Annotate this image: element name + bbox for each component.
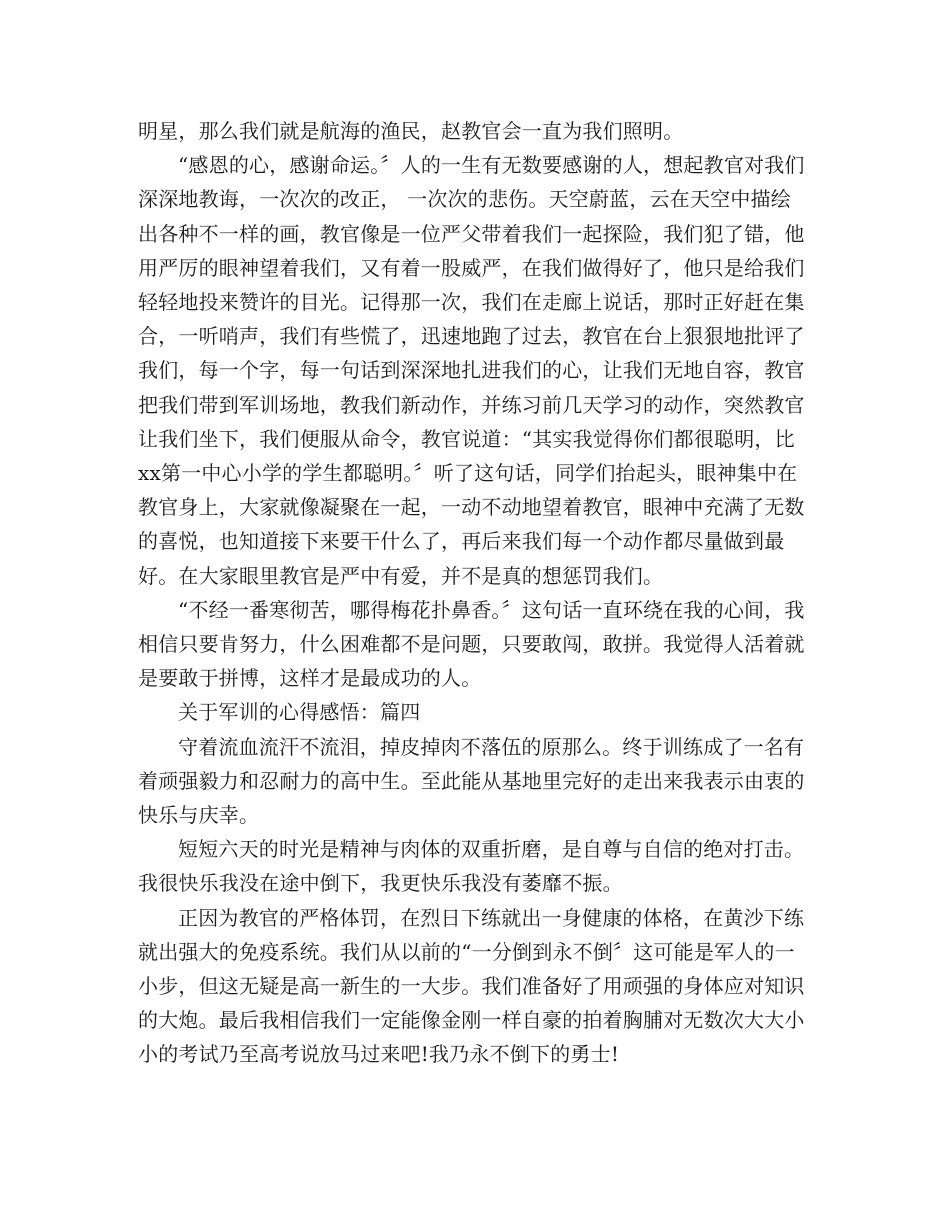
paragraph-plum-blossom: “不经一番寒彻苦，哪得梅花扑鼻香。〞这句话一直环绕在我的心间，我相信只要肯努力，什么困难都不是问题，只要敢闯，敢拼。我觉得人活着就是要敢于拼博，这样才是最成功的人。 [138, 597, 805, 691]
paragraph-continuation: 明星，那么我们就是航海的渔民，赵教官会一直为我们照明。 [138, 119, 684, 143]
section-heading-part-four: 关于军训的心得感悟：篇四 [178, 700, 421, 725]
paragraph-perseverance: 守着流血流汗不流泪，掉皮掉肉不落伍的原那么。终于训练成了一名有着顽强毅力和忍耐力的高中生。至此能从基地里完好的走出来我表示由衷的快乐与庆幸。 [138, 734, 805, 828]
document-body [138, 114, 810, 1072]
paragraph-six-days: 短短六天的时光是精神与肉体的双重折磨，是自尊与自信的绝对打击。我很快乐我没在途中倒下，我更快乐我没有萎靡不振。 [138, 837, 805, 896]
paragraph-conclusion: 正因为教官的严格体罚，在烈日下练就出一身健康的体格，在黄沙下练就出强大的免疫系统。我们从以前的“一分倒到永不倒〞这可能是军人的一小步，但这无疑是高一新生的一大步。我们准备好了用顽强的身体应对知识的大炮。最后我相信我们一定能像金刚一样自豪的拍着胸脯对无数次大大小小的考试乃至高考说放马过来吧!我乃永不倒下的勇士! [138, 905, 805, 1067]
paragraph-gratitude: “感恩的心，感谢命运。〞人的一生有无数要感谢的人，想起教官对我们深深地教诲，一次次的改正， 一次次的悲伤。天空蔚蓝，云在天空中描绘出各种不一样的画，教官像是一位严父带着我们一起探险，我们犯了错，他用严厉的眼神望着我们，又有着一股威严，在我们做得好了，他只是给我们轻轻地投来赞许的目光。记得那一次，我们在走廊上说话，那时正好赶在集合，一听哨声，我们有些慌了，迅速地跑了过去，教官在台上狠狠地批评了我们，每一个字，每一句话到深深地扎进我们的心，让我们无地自容，教官把我们带到军训场地，教我们新动作，并练习前几天学习的动作，突然教官让我们坐下，我们便服从命令，教官说道：“其实我觉得你们都很聪明，比xx第一中心小学的学生都聪明。〞听了这句话，同学们抬起头，眼神集中在教官身上，大家就像凝聚在一起，一动不动地望着教官，眼神中充满了无数的喜悦，也知道接下来要干什么了，再后来我们每一个动作都尽量做到最好。在大家眼里教官是严中有爱，并不是真的想惩罚我们。 [138, 153, 805, 588]
